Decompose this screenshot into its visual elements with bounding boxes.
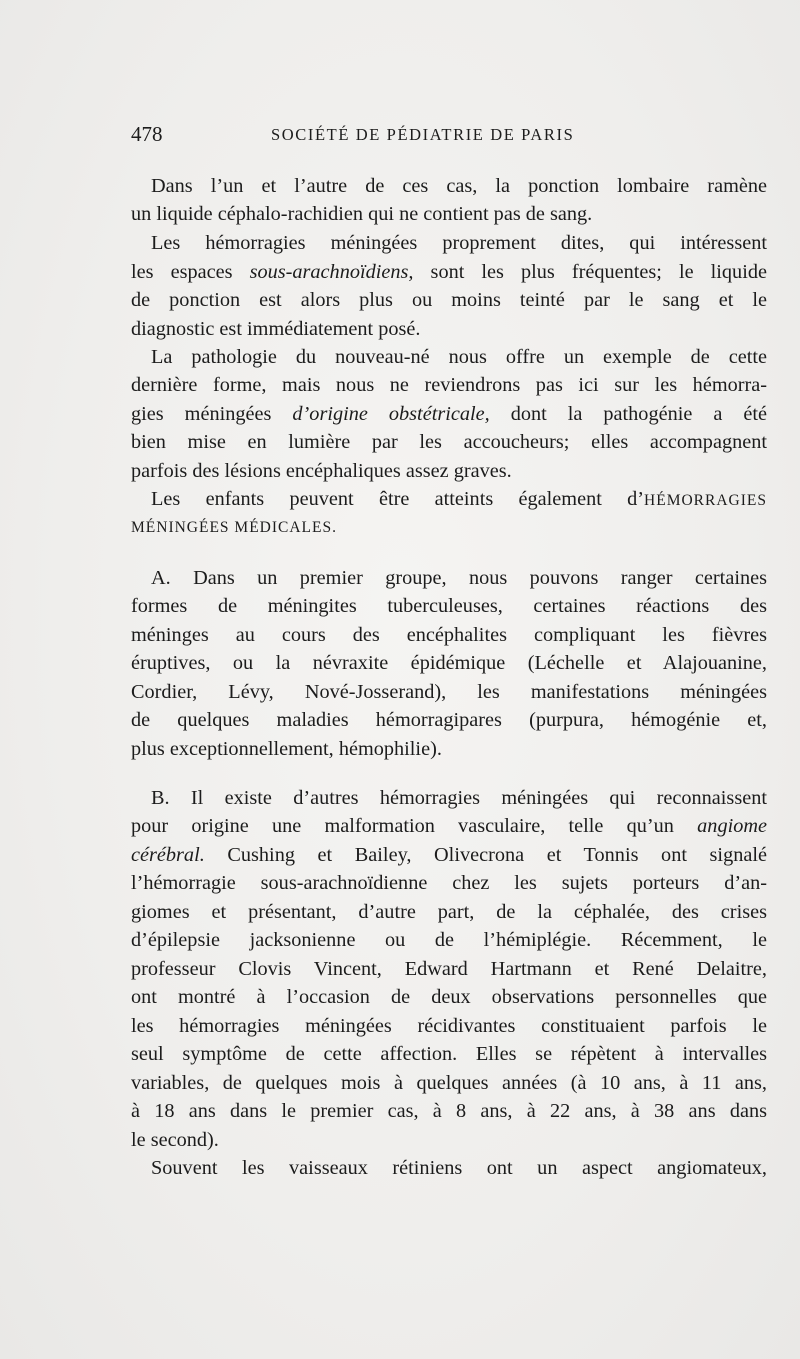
text-line: Cordier, Lévy, Nové-Josserand), les manifestations méningées bbox=[131, 681, 767, 703]
text-line: parfois des lésions encéphaliques assez graves. bbox=[131, 460, 512, 482]
text-line: professeur Clovis Vincent, Edward Hartmann et René Delaitre, bbox=[131, 958, 767, 980]
text-line: le second). bbox=[131, 1129, 219, 1151]
text-line: les hémorragies méningées récidivantes constituaient parfois le bbox=[131, 1015, 767, 1037]
text-line: B. Il existe d’autres hémorragies méningées qui reconnaissent bbox=[151, 787, 767, 809]
text-line: les espaces sous-arachnoïdiens, sont les plus fréquentes; le liquide bbox=[131, 261, 767, 283]
text-line: bien mise en lumière par les accoucheurs; elles accompagnent bbox=[131, 431, 767, 453]
text-line: de ponction est alors plus ou moins teinté par le sang et le bbox=[131, 289, 767, 311]
text-line: de quelques maladies hémorragipares (purpura, hémogénie et, bbox=[131, 709, 767, 731]
running-title: SOCIÉTÉ DE PÉDIATRIE DE PARIS bbox=[271, 125, 575, 144]
page-header bbox=[131, 122, 591, 152]
text-line: ont montré à l’occasion de deux observations personnelles que bbox=[131, 986, 767, 1008]
text-line: un liquide céphalo-rachidien qui ne contient pas de sang. bbox=[131, 203, 593, 225]
text-line: plus exceptionnellement, hémophilie). bbox=[131, 738, 442, 760]
text-line: MÉNINGÉES MÉDICALES. bbox=[131, 519, 337, 536]
page-number: 478 bbox=[131, 122, 163, 146]
text-line: giomes et présentant, d’autre part, de la céphalée, des crises bbox=[131, 901, 767, 923]
text-line: dernière forme, mais nous ne reviendrons pas ici sur les hémorra- bbox=[131, 374, 767, 396]
text-line: Souvent les vaisseaux rétiniens ont un aspect angiomateux, bbox=[151, 1157, 767, 1179]
text-line: Dans l’un et l’autre de ces cas, la ponction lombaire ramène bbox=[151, 175, 767, 197]
text-line: gies méningées d’origine obstétricale, dont la pathogénie a été bbox=[131, 403, 767, 425]
text-line: l’hémorragie sous-arachnoïdienne chez les sujets porteurs d’an- bbox=[131, 872, 767, 894]
text-line: La pathologie du nouveau-né nous offre un exemple de cette bbox=[151, 346, 767, 368]
text-line: éruptives, ou la névraxite épidémique (Léchelle et Alajouanine, bbox=[131, 652, 767, 674]
text-line: A. Dans un premier groupe, nous pouvons ranger certaines bbox=[151, 567, 767, 589]
text-line: formes de méningites tuberculeuses, certaines réactions des bbox=[131, 595, 767, 617]
text-line: seul symptôme de cette affection. Elles se répètent à intervalles bbox=[131, 1043, 767, 1065]
text-line: cérébral. Cushing et Bailey, Olivecrona et Tonnis ont signalé bbox=[131, 844, 767, 866]
text-line: méninges au cours des encéphalites compliquant les fièvres bbox=[131, 624, 767, 646]
text-line: Les hémorragies méningées proprement dites, qui intéressent bbox=[151, 232, 767, 254]
text-line: à 18 ans dans le premier cas, à 8 ans, à 22 ans, à 38 ans dans bbox=[131, 1100, 767, 1122]
text-line: d’épilepsie jacksonienne ou de l’hémiplégie. Récemment, le bbox=[131, 929, 767, 951]
text-line: diagnostic est immédiatement posé. bbox=[131, 318, 421, 340]
text-line: pour origine une malformation vasculaire, telle qu’un angiome bbox=[131, 815, 768, 837]
text-line: variables, de quelques mois à quelques années (à 10 ans, à 11 ans, bbox=[131, 1072, 767, 1094]
text-line: Les enfants peuvent être atteints également d’HÉMORRAGIES bbox=[151, 488, 767, 510]
